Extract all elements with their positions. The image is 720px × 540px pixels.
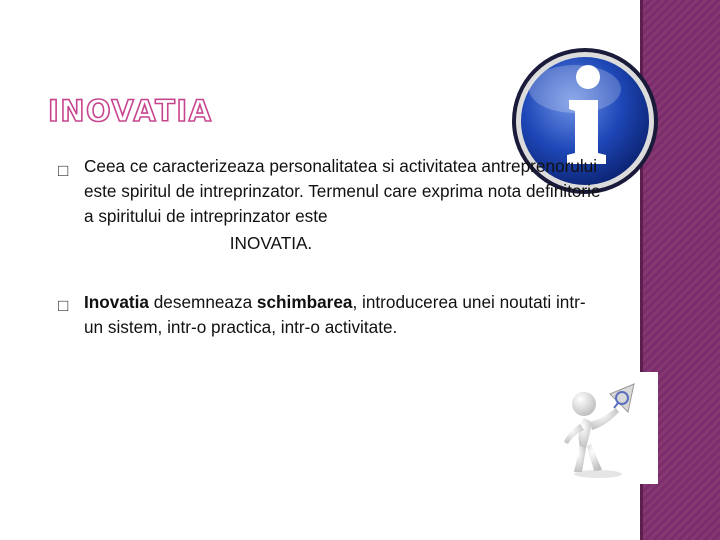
paragraph-definition bbox=[84, 290, 604, 340]
slide-title: INOVATIA bbox=[48, 94, 213, 128]
bullet-marker: □ bbox=[58, 161, 69, 180]
emphasis-inovatia: INOVATIA. bbox=[229, 233, 313, 253]
definition-middle: desemneaza bbox=[148, 292, 257, 312]
term-inovatia: Inovatia bbox=[84, 292, 149, 312]
definition-rest: , introducerea unei noutati intr-un sistem, intr-o practica, intr-o activitate. bbox=[84, 292, 586, 337]
figure-with-magnifier-icon bbox=[558, 372, 658, 484]
paragraph-spirit: Ceea ce caracterizeaza personalitatea si activitatea antreprenorului este spiritul de intreprinzator. Termenul care exprima nota definitorie a spiritului de intreprinzator este bbox=[84, 156, 601, 226]
bullet-marker: □ bbox=[58, 296, 69, 315]
keyword-schimbarea: schimbarea bbox=[256, 292, 353, 312]
